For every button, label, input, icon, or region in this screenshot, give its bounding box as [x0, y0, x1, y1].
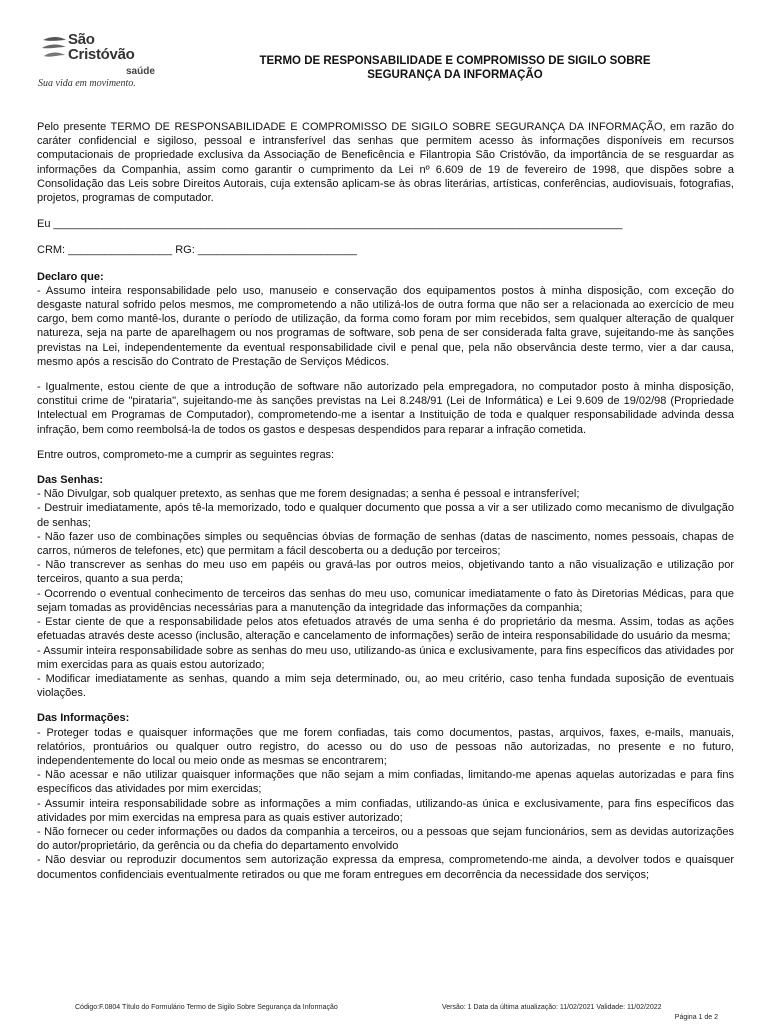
crm-rg-field[interactable]: CRM: _________________ RG: __________________________	[37, 244, 357, 257]
logo-name-line2: Cristóvão	[68, 46, 135, 63]
informacoes-item: - Não fornecer ou ceder informações ou dados da companhia a terceiros, ou a pessoas que sejam funcionários, sem as devidas autorizações do autor/proprietário, da gerência ou da chefia do departamento envolvido	[37, 825, 734, 853]
footer-code: Código:F.0804 Título do Formulário Termo de Sigilo Sobre Segurança da Informação	[75, 1004, 338, 1011]
sao-cristovao-logo	[36, 30, 166, 92]
senhas-item: - Não transcrever as senhas do meu uso em papéis ou gravá-las por outros meios, objetivando tanto a não visualização e utilização por terceiros, quanto a sua perda;	[37, 559, 734, 586]
declaro-paragraph-3: Entre outros, comprometo-me a cumprir as seguintes regras:	[37, 448, 335, 461]
senhas-item: - Assumir inteira responsabilidade sobre as senhas do meu uso, utilizando-as única e exclusivamente, para fins específicos das atividades por mim exercidas para as quais estou autorizado;	[37, 644, 734, 671]
declaro-heading: Declaro que:	[37, 270, 104, 283]
eu-field[interactable]: Eu _____________________________________________________________________________________________	[37, 218, 623, 231]
logo-sub: saúde	[126, 66, 155, 77]
informacoes-item: - Proteger todas e quaisquer informações que me forem confiadas, tais como documentos, pastas, arquivos, faxes, e-mails, manuais, relatórios, prontuários ou qualquer outro registro, do acesso ou do uso de pessoas não autorizadas, no presente e no futuro, independentemente do local ou meio onde as mesmas se encontrarem;	[37, 726, 734, 767]
senhas-item: - Modificar imediatamente as senhas, quando a mim seja determinado, ou, ao meu critério, caso tenha fundada suposição de eventuais violações.	[37, 672, 734, 700]
title-line1: TERMO DE RESPONSABILIDADE E COMPROMISSO DE SIGILO SOBRE	[259, 55, 651, 67]
logo-tagline: Sua vida em movimento.	[38, 78, 136, 89]
informacoes-item: - Não acessar e não utilizar quaisquer informações que não sejam a mim confiadas, limitando-me apenas aquelas autorizadas e para fins específicos das atividades por mim exercidas;	[37, 769, 734, 796]
declaro-paragraph-2: - Igualmente, estou ciente de que a introdução de software não autorizado pela empregadora, no computador posto à minha disposição, constitui crime de "pirataria", sujeitando-me às sanções previstas na Lei 8.248/91 (Lei de Informática) e Lei 9.609 de 19/02/98 (Propriedade Intelectual em Programas de Computador), comprometendo-me a isentar a Instituição de toda e qualquer responsabilidade advinda dessa infração, bem como reembolsá-la de todos os gastos e despesas despendidos para reparar a infração cometida.	[37, 381, 734, 436]
senhas-item: - Destruir imediatamente, após tê-la memorizado, todo e qualquer documento que possa a vir a ser utilizado como mecanismo de divulgação de senhas;	[37, 502, 734, 529]
senhas-heading: Das Senhas:	[37, 474, 104, 487]
logo-leaf-icon	[40, 34, 68, 64]
logo-name-line1: São	[68, 31, 95, 48]
title-line2: SEGURANÇA DA INFORMAÇÃO	[367, 69, 543, 81]
senhas-item: - Ocorrendo o eventual conhecimento de terceiros das senhas do meu uso, comunicar imediatamente o fato às Diretorias Médicas, para que sejam tomadas as providências necessárias para a manutenção da integridade das informações da companhia;	[37, 587, 734, 614]
declaro-paragraph-1: - Assumo inteira responsabilidade pelo uso, manuseio e conservação dos equipamentos postos à minha disposição, com exceção do desgaste natural sofrido pelos mesmos, me comprometendo a não utilizá-los de outra forma que não ser a relacionada ao exercício de meu cargo, bem como mantê-los, durante o período de utilização, da forma como foram por mim recebidos, sem qualquer alteração de qualquer natureza, seja na parte de aparelhagem ou nos programas de software, sob pena de ser considerada falta grave, sujeitando-me às sanções previstas na Lei, independentemente da eventual responsabilidade civil e penal que, pela não observância deste termo, vier a dar causa, mesmo após a rescisão do Contrato de Prestação de Serviços Médicos.	[37, 284, 734, 368]
senhas-item: - Não Divulgar, sob qualquer pretexto, as senhas que me forem designadas; a senha é pessoal e intransferível;	[37, 488, 580, 501]
informacoes-item: - Não desviar ou reproduzir documentos sem autorização expressa da empresa, comprometendo-me ainda, a devolver todos e quaisquer documentos confidenciais eventualmente retirados ou que me foram entregues em decorrência da necessidade dos serviços;	[37, 854, 734, 881]
document-title	[190, 54, 720, 82]
senhas-item: - Estar ciente de que a responsabilidade pelos atos efetuados através de uma senha é do proprietário da mesma. Assim, todas as ações efetuadas através deste acesso (inclusão, alteração e cancelamento de informações) serão de inteira responsabilidade do usuário da mesma;	[37, 616, 734, 643]
informacoes-heading: Das Informações:	[37, 712, 130, 725]
intro-paragraph: Pelo presente TERMO DE RESPONSABILIDADE E COMPROMISSO DE SIGILO SOBRE SEGURANÇA DA INFORMAÇÃO, em razão do caráter confidencial e sigiloso, pessoal e intransferível das senhas que permitem acesso às informações disponíveis em recursos computacionais de propriedade exclusiva da Associação de Beneficência e Filantropia São Cristóvão, da importância de se resguardar as informações da Companhia, assim como garantir o cumprimento da Lei nº 6.609 de 19 de fevereiro de 1998, que dispões sobre a Consolidação das Leis sobre Direitos Autorais, cuja extensão aplicam-se às obras literárias, artísticas, conferências, audiovisuais, fotografias, projetos, programas de computador.	[37, 121, 734, 205]
document-body	[37, 120, 734, 882]
page-number: Página 1 de 2	[674, 1014, 718, 1021]
informacoes-item: - Assumir inteira responsabilidade sobre as informações a mim confiadas, utilizando-as única e exclusivamente, para fins específicos das atividades por mim exercidas na empresa para as quais estiver autorizado;	[37, 797, 734, 824]
senhas-item: - Não fazer uso de combinações simples ou sequências óbvias de formação de senhas (datas de nascimento, nomes pessoais, chapas de carros, números de telefones, etc) que permitam a fácil descoberta ou a dedução por terceiros;	[37, 530, 734, 558]
logo-name	[68, 32, 135, 62]
footer-version: Versão: 1 Data da última atualização: 11/02/2021 Validade: 11/02/2022	[442, 1004, 662, 1011]
